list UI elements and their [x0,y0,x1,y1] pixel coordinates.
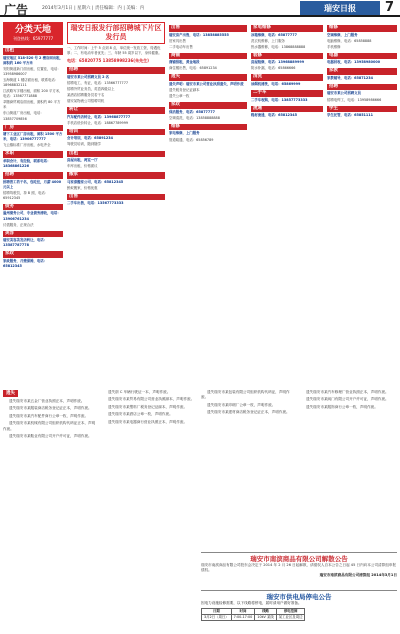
category-heading: 家教 [327,68,397,75]
notice-item: 遗失瑞安市某塑料厂税务登记证副本，声明作废。 [108,404,188,409]
notice-item: 遗失瑞安市某汽车配件商行公章一枚，声明作废。 [9,413,89,418]
table-cell: 10kV 某线 [255,615,276,621]
ad-item: 洗衣机维修，上门服务 [251,38,285,43]
table-header-cell: 时间 [231,609,255,615]
notice-column-2 [102,390,197,634]
notice-column-4 [300,390,397,550]
notice-item: 遗失瑞安市某机械有限公司组织机构代码证正本，声明作废。 [3,421,96,431]
page-header [0,0,400,17]
ad-item: 车库出租，价格面议 [67,164,98,169]
ad-categories [169,25,247,143]
table-header-cell: 停电范围 [276,609,305,615]
page-number: 7 [384,0,394,15]
ad-item: 房屋装修，电话：13968889999 [251,60,305,65]
ad-item: 招聘外贸业务员，英语四级以上 [67,86,115,91]
ad-item: 汽车配件店转让，电话：13968877777 [67,114,131,119]
ad-item: 招聘驾驶员，持 B 照，电话：65912345 [3,190,49,200]
ad-item: 马家泰搬家公司，电话：65812345 [67,179,124,184]
ad-item: 蚂蚁搬家，价格优惠 [67,185,98,190]
category-heading: 学生 [327,106,397,113]
notice-item: 遗失瑞安市某鞋业有限公司开户许可证，声明作废。 [9,434,92,439]
notice-item: 遗失瑞安市某建材商店税务登记证正本，声明作废。 [207,410,290,415]
classified-title: 分类天地 [14,25,51,35]
ad-item: 遗失公章一枚 [169,94,190,99]
category-heading: 遗失 [169,74,247,81]
category-heading: 招聘 [327,84,397,91]
category-heading: 厂房 [3,125,63,132]
ad-item: 冰箱维修，电话：65877777 [251,32,297,37]
ad-item: 电器回收，电话：13958980000 [327,60,381,65]
power-outage-notice [201,590,397,634]
ad-item: 商住楼出售，电话：65891234 [169,66,217,71]
category-heading: 商铺 [169,53,247,60]
category-heading: 培训 [67,129,165,136]
category-heading: 出售 [67,194,165,201]
category-heading: 转让 [67,107,165,114]
ad-item: 玉海街道 1 楼店面出租，联系电话：18968832111 [3,77,59,87]
category-heading: 流通 [251,106,323,113]
ad-item: 瑞安市某公司招聘文员 2 名 [67,74,110,79]
table-header-cell: 日期 [202,609,232,615]
ad-item: 招聘普工若干名，包吃住，月薪 4000 元以上 [3,179,62,189]
ad-item: 温州债务公司，专业债务清收，电话：13906761234 [3,211,61,221]
outage-title: 瑞安市供电局停电公告 [266,593,332,601]
table-row [202,615,305,621]
ad-item: 安阳街道新门面出租，位置佳，电话：13958986007 [3,66,61,76]
notice-item: 遗失瑞安市某酒店公章一枚，声明作废。 [108,412,173,417]
ad-column-2 [67,22,165,386]
category-heading: 装修 [251,53,323,60]
ad-item: 招聘电工，有证，电话：13566777777 [67,80,129,85]
issue-meta: 2014年3月1日 | 星期六 | 责任编辑：内 | 美编：内 [42,6,145,11]
notice-column-3 [201,390,296,550]
ad-item: 某酒店招聘服务员若干名 [67,92,105,97]
notice-item: 遗失瑞安市某包装有限公司组织机构代码证，声明作废。 [201,390,290,400]
category-heading: 出租 [67,151,165,158]
notice-item: 遗失瑞安市某电器商行营业执照正本，声明作废。 [108,419,188,424]
ad-item: 遗失声明：瑞安市某公司营业执照遗失，声明作废 [169,81,244,86]
category-heading: 招聘 [3,172,63,179]
notice-tag: 遗失 [3,390,18,397]
ad-item: 学生托管，电话：65851111 [327,113,373,118]
ad-categories [3,48,63,269]
ad-item: 求职会计，有经验，联系电话：18368861226 [3,158,51,168]
ad-item: 瑞安某物流公司招聘司机 [67,99,105,104]
ad-item: 瑞安房产出售，电话：13858885555 [169,32,229,37]
category-heading: 家政 [3,251,63,258]
dissolution-title: 瑞安市南滨商品有限公司解散公告 [250,555,348,563]
dissolution-signature: 瑞安市南滨商品有限公司清算组 2014年3月1日 [319,573,397,577]
recruit-body: 一、工作时间：上午 5 点到 8 点，单位统一发放工资，待遇优厚；二、有电动车者优先；三、年龄 55 周岁以下，身体健康。 [67,46,162,56]
notice-item: 遗失瑞安市某印刷厂公章一枚，声明作废。 [207,402,276,407]
notice-list [102,390,197,425]
ad-item: 招聘电焊工，电话：13958986666 [327,97,382,102]
ad-column-3 [169,22,247,386]
outage-table [201,608,305,621]
notice-list [201,390,296,416]
dissolution-notice [201,552,397,588]
ad-item: 瑞安地区 518-520 号 2 楼店面出租，面积约 160 平方米 [3,55,63,65]
notice-item: 遗失浙 C 车辆行驶证一本，声明作废。 [108,390,171,394]
category-heading: 出售 [169,25,247,32]
ad-item: 家电维修，上门服务 [169,131,200,136]
notice-item: 遗失瑞安市某贸易有限公司营业执照副本，声明作废。 [108,397,195,402]
category-heading: 清洗 [251,74,323,81]
ad-column-1 [3,22,63,386]
recruit-phone: 电话：65820775 13858998236(朱先生) [67,58,149,64]
ad-item: 瑞安市某公司招聘文员 [327,91,361,96]
classified-ads [3,22,397,386]
ad-item: 二手车出售，电话：13567773333 [67,201,124,206]
ad-item: 瑞安美容美发店转让，电话：13587787778 [3,238,48,248]
ad-item: 保洁服务，电话：65877777 [169,109,215,114]
ad-item: 家政服务，月嫂保姆，电话：65812345 [3,258,48,269]
ad-item: 家教辅导，电话：65871234 [327,75,373,80]
table-cell: 某工业区及周边 [276,615,305,621]
notice-item: 遗失瑞安市某服装商店税务登记证正本，声明作废。 [9,406,92,411]
ad-item: 东山街道厂房出租，电话：13857709856 [3,111,44,121]
ad-item: 手机店低价转让，电话：18867789999 [67,120,129,125]
ad-item: 热水器维修，电话：13868888888 [251,44,306,49]
table-header-cell: 线路 [255,609,276,615]
notice-column-1 [3,390,98,634]
ad-item: 管道疏通，电话：65856789 [169,137,214,142]
recruit-title: 瑞安日报发行部招聘城下片区发行员 [67,22,165,44]
category-heading: 招聘 [67,67,165,74]
newspaper-logo: 瑞安日报 [300,1,380,15]
ad-item: 二手电动车出售 [169,44,193,49]
ad-categories [67,67,165,206]
ad-item: 飞云镇标准厂房出租，水电齐全 [3,143,51,148]
ad-item: 手机维修 [327,44,341,49]
ad-item: 二手车收购，电话：13857773333 [251,97,308,102]
ad-item: 驾驶员培训，随到随学 [67,142,101,147]
ad-item: 防水补漏，电话：65866666 [251,66,296,71]
category-heading: 美容 [3,231,63,238]
category-heading: 搬家 [67,172,165,179]
outage-body: 因电力设施检修需要，以下线路将停电，届时请用户做好准备。 [201,601,302,605]
classified-brand [3,22,63,45]
ad-item: 塘下工业区厂房出租，面积 1500 平方米，电话：13906777777 [3,132,63,142]
category-heading: 家电维修 [251,25,323,32]
category-heading: 家政 [169,102,247,109]
ad-item: 电脑维修，电话：65858888 [327,38,372,43]
ad-item: 旧家具出售 [169,38,186,43]
section-title: 广告 [4,3,29,17]
ad-item: 鞋材流通，电话：65812345 [251,113,297,118]
category-heading: 二手车 [251,90,323,97]
ad-item: 江滨路写字楼出租，面积 200 平方米，电话：13567771888 [3,89,63,99]
category-heading: 维修 [169,124,247,131]
ad-item: 会计培训，电话：65891234 [67,136,113,141]
notice-item: 遗失瑞安市某汽车修理厂营业执照正本，声明作废。 [306,390,389,394]
notice-item: 遗失瑞安市某五金厂营业执照正本，声明作废。 [9,399,85,403]
category-heading: 电器 [327,53,397,60]
dissolution-body: 瑞安市南滨商品有限公司股东会决定于 2014 年 2 月 26 日起解散，请债权人自本公告之日起 45 日内向本公司清算组申报债权。 [201,563,397,572]
ad-column-4 [251,22,323,386]
notice-item: 遗失瑞安市某阀门有限公司开户许可证，声明作废。 [306,397,389,402]
ad-item: 房屋出租，两室一厅 [67,158,98,163]
table-cell: 7:00-17:00 [231,615,255,621]
ad-item: 空调维修，上门服务 [327,32,358,37]
category-heading: 求职 [3,151,63,158]
ad-item: 油烟机清洗，电话：65869999 [251,81,301,86]
ad-categories [251,25,323,118]
notice-list [3,399,98,439]
notice-item: 遗失瑞安市某服饰商行公章一枚，声明作废。 [306,404,378,409]
category-heading: 维修 [327,25,397,32]
ad-item: 莘塍商贸城店面出租，面积约 80 平方米 [3,100,61,110]
ad-categories [327,25,397,118]
table-cell: 3月2日（周日） [202,615,232,621]
ad-item: 空调清洗，电话：13858888888 [169,115,220,120]
ad-item: 讨债服务，正规合法 [3,222,34,227]
ad-item: 商铺招租，黄金地段 [169,60,200,65]
category-heading: 债务 [3,204,63,211]
ad-item: 遗失税务登记证副本 [169,88,200,93]
category-heading: 出租 [3,48,63,55]
classified-phone: 刊登热线：65977777 [12,36,54,41]
notice-list [300,390,397,410]
ad-column-5 [327,22,397,386]
